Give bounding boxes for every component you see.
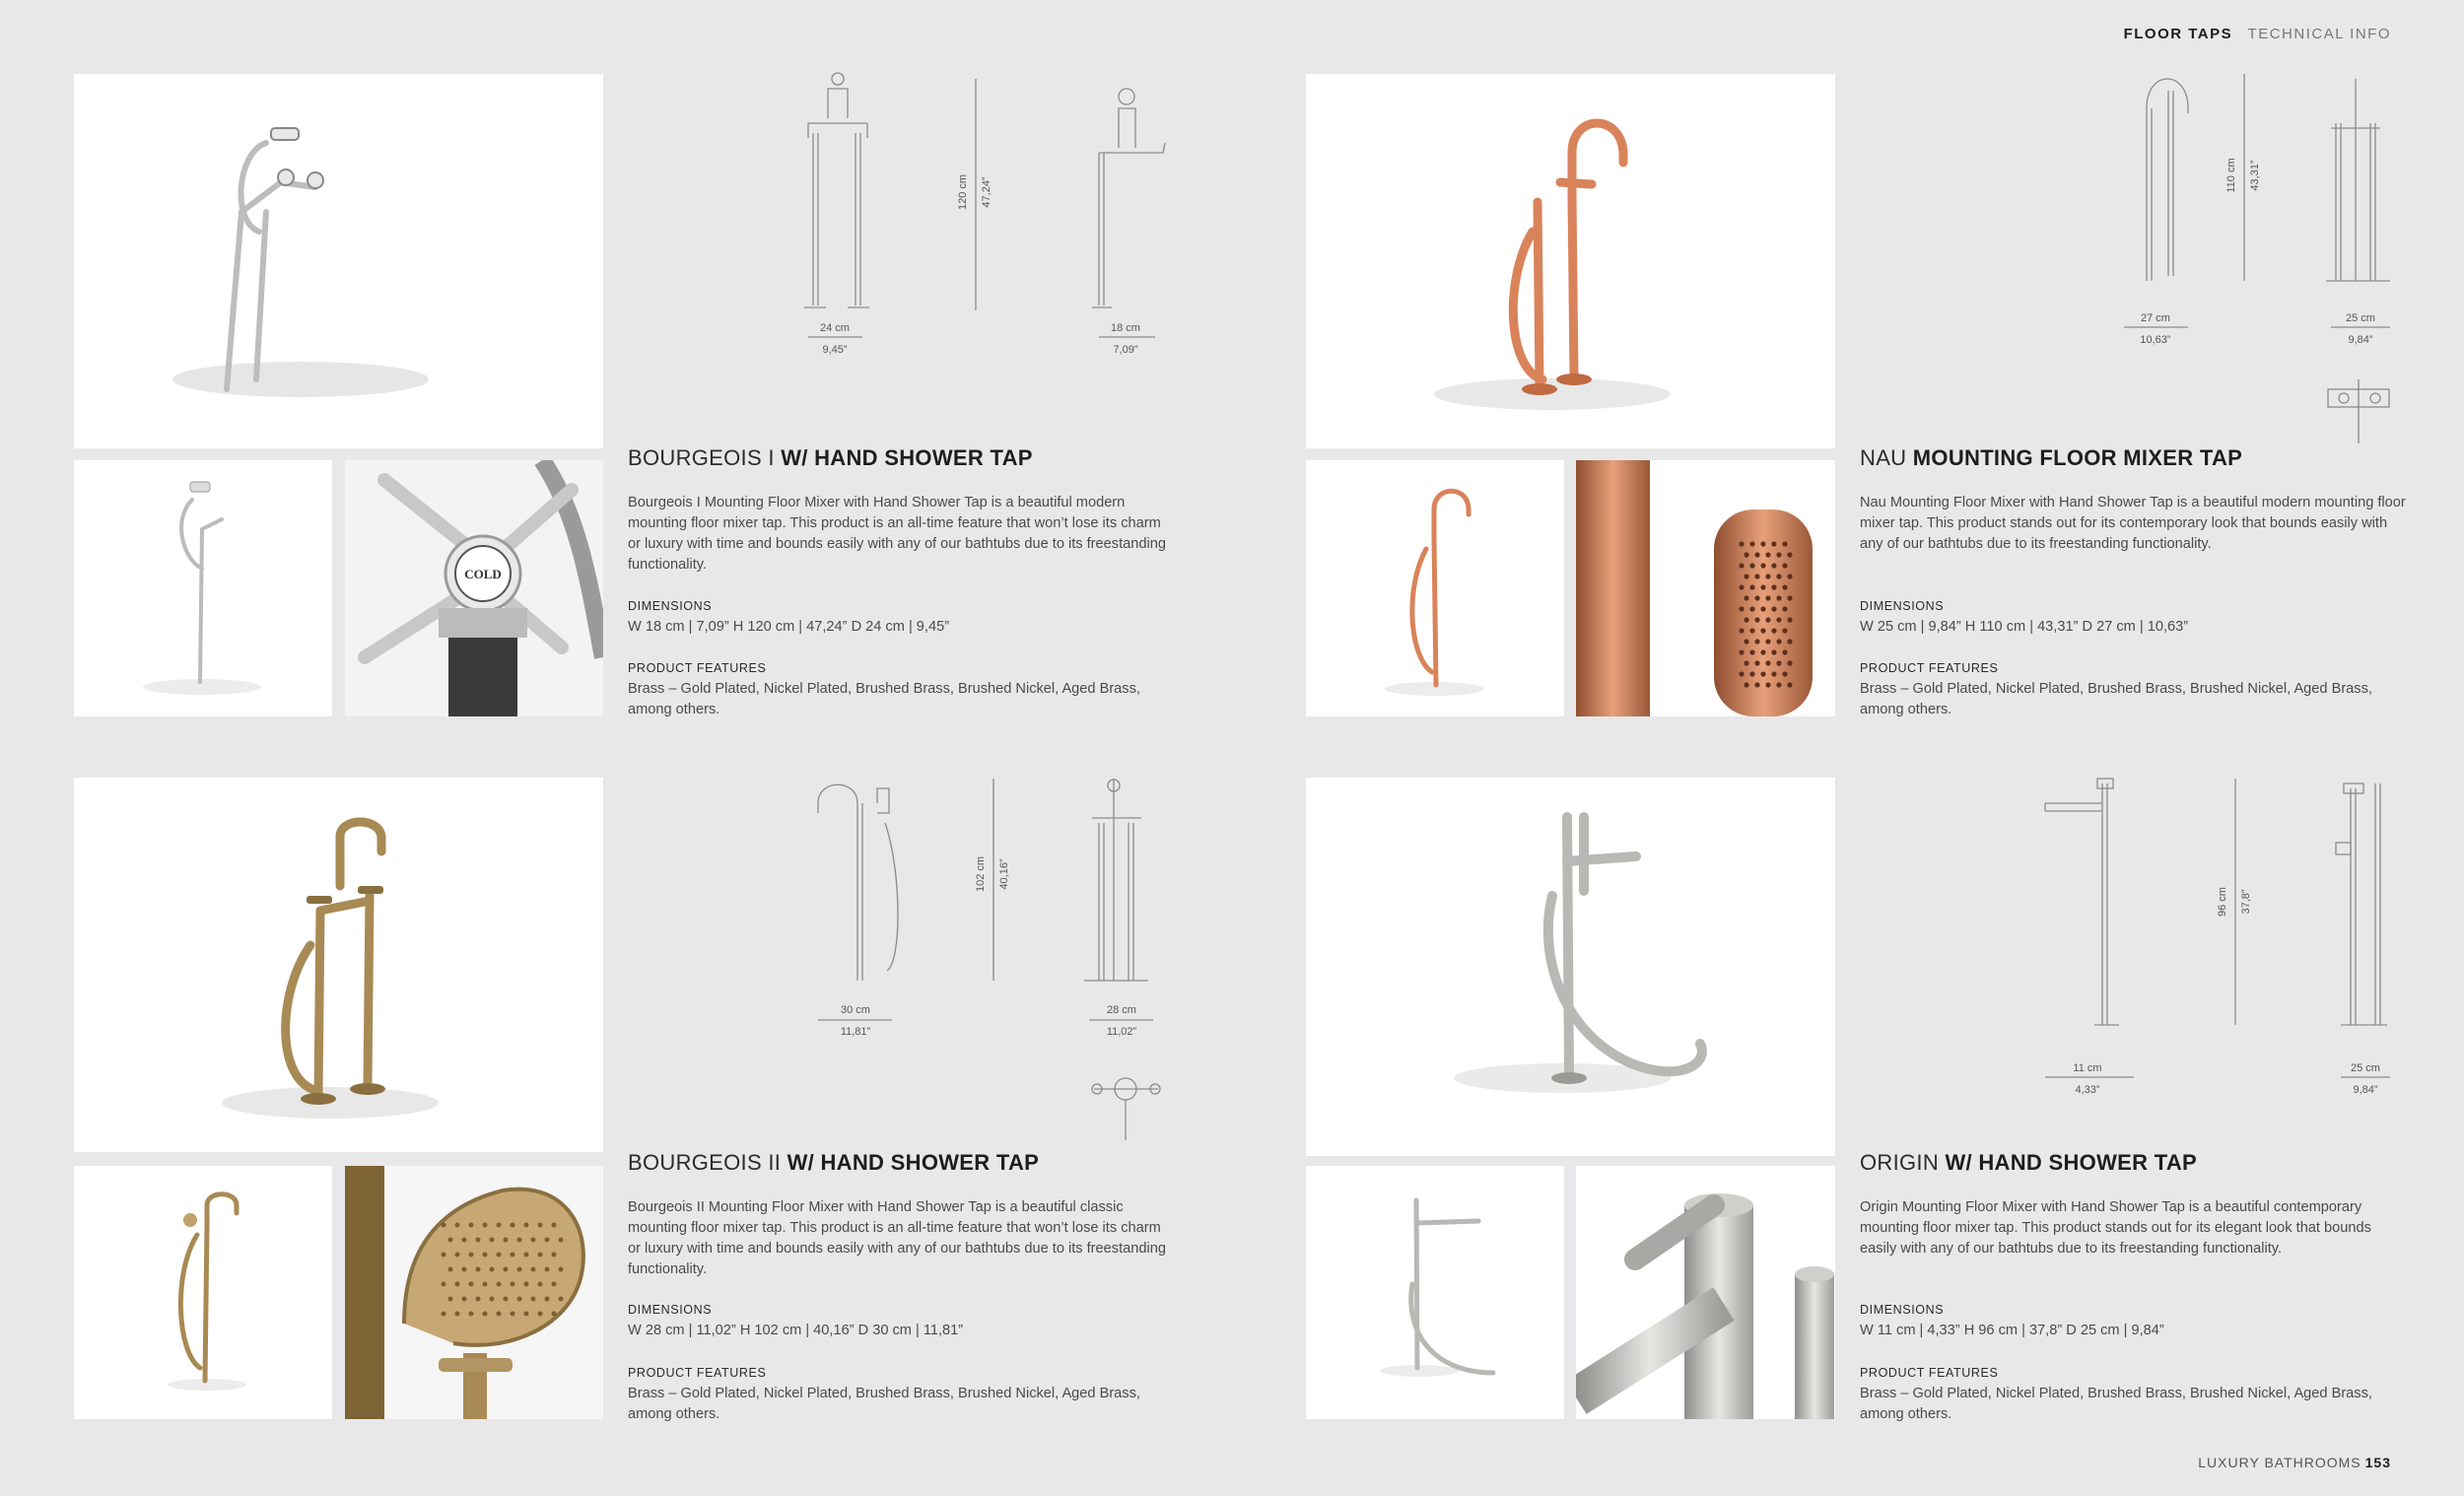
nau-height-cm: 110 cm (2225, 158, 2237, 193)
origin-width1-in: 4,33” (2075, 1084, 2100, 1096)
origin-dimensions-label: DIMENSIONS (1860, 1303, 1945, 1317)
origin-dimensions: W 11 cm | 4,33” H 96 cm | 37,8” D 25 cm | 9,84” (1860, 1323, 2164, 1338)
nau-features: Brass – Gold Plated, Nickel Plated, Brushed Brass, Brushed Nickel, Aged Brass, among others. (1860, 681, 2372, 717)
bourgeois-1-features: Brass – Gold Plated, Nickel Plated, Brushed Brass, Brushed Nickel, Aged Brass, among others. (628, 681, 1140, 717)
bourgeois-1-width1-in: 9,45” (822, 344, 848, 356)
origin-width2-cm: 25 cm (2351, 1062, 2380, 1074)
bourgeois-2-title: BOURGEOIS II W/ HAND SHOWER TAP (628, 1150, 1040, 1175)
bourgeois-1-dimensions-label: DIMENSIONS (628, 599, 713, 613)
page-header (2124, 26, 2391, 42)
nau-dimensions-label: DIMENSIONS (1860, 599, 1945, 613)
nau-description: Nau Mounting Floor Mixer with Hand Shower Tap is a beautiful modern mounting floor mixer tap. This product stands out for its contemporary look that bounds easily with any of our bathtubs due to its freestanding functionality. (1860, 495, 2406, 552)
nau-features-label: PRODUCT FEATURES (1860, 661, 1999, 675)
bourgeois-1-description: Bourgeois I Mounting Floor Mixer with Hand Shower Tap is a beautiful modern mounting floor mixer tap. This product is an all-time feature that won’t lose its charm or luxury with time and bounds easily with any of our bathtubs due to its freestanding functionality. (628, 495, 1166, 573)
origin-width1-cm: 11 cm (2073, 1062, 2102, 1074)
bourgeois-1-width1-cm: 24 cm (820, 322, 850, 334)
bourgeois-2-width1-cm: 30 cm (841, 1004, 870, 1016)
bourgeois-1-features-label: PRODUCT FEATURES (628, 661, 767, 675)
page-number: 153 (2364, 1455, 2391, 1470)
origin-detail-photo (1576, 1166, 1835, 1419)
nau-main-photo (1306, 74, 1835, 448)
origin-description: Origin Mounting Floor Mixer with Hand Shower Tap is a beautiful contemporary mounting floor mixer tap. This product stands out for its elegant look that bounds easily with any of our bathtubs due to its freestanding functionality. (1860, 1199, 2371, 1257)
bourgeois-1-width2-cm: 18 cm (1111, 322, 1140, 334)
origin-features: Brass – Gold Plated, Nickel Plated, Brushed Brass, Brushed Nickel, Aged Brass, among others. (1860, 1386, 2372, 1422)
bourgeois-2-features-label: PRODUCT FEATURES (628, 1366, 767, 1380)
origin-main-photo (1306, 778, 1835, 1156)
bourgeois-2-width2-in: 11,02” (1106, 1026, 1137, 1038)
nau-height-in: 43,31” (2249, 160, 2261, 191)
page-footer (2198, 1455, 2391, 1470)
cold-badge: COLD (464, 567, 502, 581)
bourgeois-1-dimensions: W 18 cm | 7,09” H 120 cm | 47,24” D 24 cm | 9,45” (628, 619, 950, 635)
nau-width1-cm: 27 cm (2141, 312, 2170, 324)
bourgeois-1-side-photo (74, 460, 332, 716)
bourgeois-2-main-photo (74, 778, 603, 1152)
bourgeois-2-side-photo (74, 1166, 332, 1419)
bourgeois-2-dimensions: W 28 cm | 11,02” H 102 cm | 40,16” D 30 cm | 11,81” (628, 1323, 964, 1338)
bourgeois-2-width1-in: 11,81” (840, 1026, 871, 1038)
origin-technical-drawing (2030, 774, 2405, 1109)
bourgeois-1-detail-photo (345, 460, 603, 716)
origin-width2-in: 9,84” (2353, 1084, 2378, 1096)
origin-height-cm: 96 cm (2217, 887, 2228, 917)
nau-side-photo (1306, 460, 1564, 716)
origin-title: ORIGIN W/ HAND SHOWER TAP (1860, 1150, 2197, 1175)
section-title: FLOOR TAPS (2123, 26, 2233, 42)
bourgeois-2-detail-photo (345, 1166, 603, 1419)
bourgeois-1-width2-in: 7,09” (1113, 344, 1138, 356)
section-subtitle: TECHNICAL INFO (2247, 26, 2391, 42)
bourgeois-2-height-in: 40,16” (998, 858, 1010, 890)
origin-side-photo (1306, 1166, 1564, 1419)
bourgeois-1-technical-drawing (769, 69, 1193, 365)
nau-title: NAU MOUNTING FLOOR MIXER TAP (1860, 445, 2243, 470)
nau-dimensions: W 25 cm | 9,84” H 110 cm | 43,31” D 27 cm | 10,63” (1860, 619, 2189, 635)
origin-height-in: 37,8” (2240, 889, 2252, 915)
nau-technical-drawing (2089, 69, 2405, 453)
nau-width1-in: 10,63” (2140, 334, 2171, 346)
origin-features-label: PRODUCT FEATURES (1860, 1366, 1999, 1380)
bourgeois-2-width2-cm: 28 cm (1107, 1004, 1136, 1016)
footer-label: LUXURY BATHROOMS (2198, 1455, 2361, 1470)
nau-detail-photo (1576, 460, 1835, 716)
bourgeois-1-height-cm: 120 cm (957, 173, 969, 211)
bourgeois-1-title: BOURGEOIS I W/ HAND SHOWER TAP (628, 445, 1033, 470)
nau-width2-cm: 25 cm (2346, 312, 2375, 324)
bourgeois-2-technical-drawing (779, 774, 1193, 1148)
bourgeois-2-dimensions-label: DIMENSIONS (628, 1303, 713, 1317)
nau-width2-in: 9,84” (2348, 334, 2373, 346)
bourgeois-2-features: Brass – Gold Plated, Nickel Plated, Brushed Brass, Brushed Nickel, Aged Brass, among others. (628, 1386, 1140, 1422)
bourgeois-1-height-in: 47,24” (981, 176, 992, 208)
bourgeois-2-height-cm: 102 cm (975, 855, 987, 893)
bourgeois-1-main-photo (74, 74, 603, 448)
bourgeois-2-description: Bourgeois II Mounting Floor Mixer with Hand Shower Tap is a beautiful classic mounting floor mixer tap. This product is an all-time feature that won’t lose its charm or luxury with time and bounds easily with any of our bathtubs due to its freestanding functionality. (628, 1199, 1166, 1277)
